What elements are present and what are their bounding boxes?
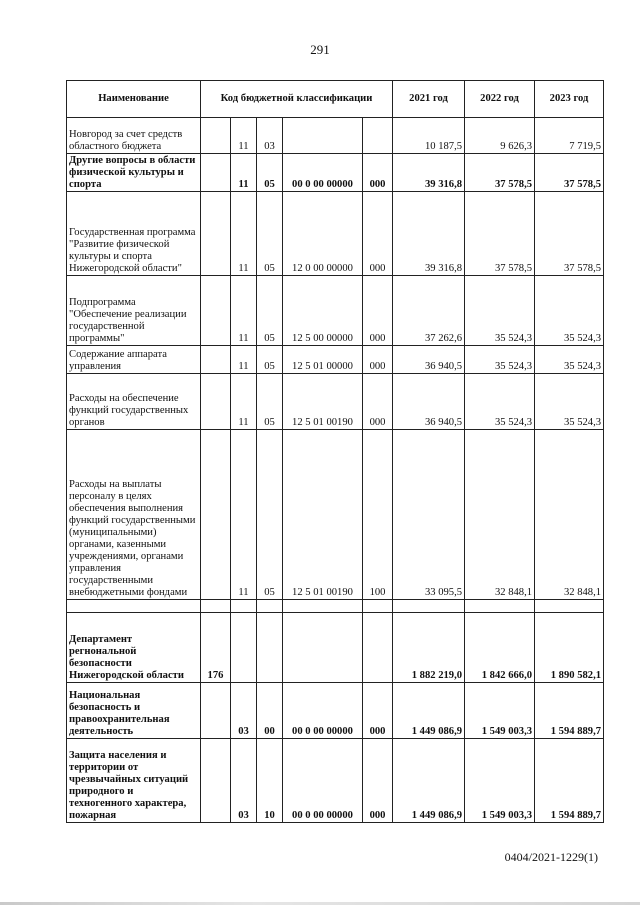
value-2023: 35 524,3: [535, 346, 604, 374]
spacer-cell: [201, 600, 231, 613]
page-number: 291: [310, 42, 330, 57]
value-2021: 37 262,6: [393, 276, 465, 346]
table-row: [67, 118, 604, 154]
expense-type-code: 000: [363, 346, 393, 374]
org-code: [201, 276, 231, 346]
section-code: [231, 613, 257, 683]
table-header-row: [67, 81, 604, 118]
org-code: [201, 118, 231, 154]
expense-type-code: 000: [363, 154, 393, 192]
subsection-code: 05: [257, 276, 283, 346]
value-2022: 35 524,3: [465, 276, 535, 346]
value-2023: 1 594 889,7: [535, 683, 604, 739]
value-2022: 32 848,1: [465, 430, 535, 600]
section-code: 11: [231, 346, 257, 374]
section-code: 11: [231, 374, 257, 430]
spacer-cell: [535, 600, 604, 613]
table-row: [67, 374, 604, 430]
table-body: [67, 118, 604, 823]
target-article-code: 12 5 01 00190: [283, 374, 363, 430]
value-2021: 36 940,5: [393, 374, 465, 430]
header-2022: 2022 год: [465, 81, 535, 118]
spacer-cell: [363, 600, 393, 613]
section-code: 11: [231, 118, 257, 154]
subsection-code: 10: [257, 739, 283, 823]
org-code: [201, 346, 231, 374]
section-code: 11: [231, 276, 257, 346]
target-article-code: 00 0 00 00000: [283, 739, 363, 823]
expense-type-code: 000: [363, 374, 393, 430]
value-2022: 1 549 003,3: [465, 683, 535, 739]
subsection-code: 05: [257, 192, 283, 276]
spacer-cell: [393, 600, 465, 613]
header-name: Наименование: [67, 81, 201, 118]
subsection-code: 05: [257, 346, 283, 374]
expense-type-code: 000: [363, 683, 393, 739]
value-2022: 9 626,3: [465, 118, 535, 154]
section-code: 11: [231, 154, 257, 192]
subsection-code: 03: [257, 118, 283, 154]
value-2021: 1 449 086,9: [393, 683, 465, 739]
value-2021: 33 095,5: [393, 430, 465, 600]
section-code: 03: [231, 683, 257, 739]
subsection-code: 05: [257, 374, 283, 430]
value-2023: 37 578,5: [535, 154, 604, 192]
header-2023: 2023 год: [535, 81, 604, 118]
expense-type-code: 100: [363, 430, 393, 600]
subsection-code: 00: [257, 683, 283, 739]
section-code: 11: [231, 192, 257, 276]
row-name: Защита населения и территории от чрезвычайных ситуаций природного и техногенного характера, пожарная: [67, 739, 201, 823]
row-name: Департамент регнональной безопасности Нижегородской области: [67, 613, 201, 683]
spacer-cell: [257, 600, 283, 613]
section-code: 03: [231, 739, 257, 823]
row-name: Содержание аппарата управления: [67, 346, 201, 374]
value-2022: 37 578,5: [465, 154, 535, 192]
spacer-cell: [67, 600, 201, 613]
table-row: [67, 154, 604, 192]
value-2023: 1 890 582,1: [535, 613, 604, 683]
row-name: Подпрограмма "Обеспечение реализации государственной программы": [67, 276, 201, 346]
expense-type-code: 000: [363, 739, 393, 823]
value-2021: 39 316,8: [393, 192, 465, 276]
org-code: [201, 683, 231, 739]
expense-type-code: [363, 613, 393, 683]
target-article-code: [283, 118, 363, 154]
target-article-code: 12 5 01 00190: [283, 430, 363, 600]
org-code: 176: [201, 613, 231, 683]
spacer-cell: [465, 600, 535, 613]
value-2023: 32 848,1: [535, 430, 604, 600]
value-2021: 10 187,5: [393, 118, 465, 154]
header-code: Код бюджетной классификации: [201, 81, 393, 118]
expense-type-code: [363, 118, 393, 154]
budget-table: [66, 80, 604, 823]
row-name: Национальная безопасность и правоохранительная деятельность: [67, 683, 201, 739]
target-article-code: 12 5 01 00000: [283, 346, 363, 374]
row-name: Государственная программа "Развитие физической культуры и спорта Нижегородской области": [67, 192, 201, 276]
value-2021: 1 449 086,9: [393, 739, 465, 823]
spacer-cell: [231, 600, 257, 613]
value-2021: 1 882 219,0: [393, 613, 465, 683]
table-row: [67, 346, 604, 374]
value-2023: 1 594 889,7: [535, 739, 604, 823]
org-code: [201, 192, 231, 276]
row-name: Расходы на выплаты персоналу в целях обеспечения выполнения функций государственными (муниципальными) органами, казенными учреждениями, органами управления государственными внебюджетными фондами: [67, 430, 201, 600]
table-row: [67, 430, 604, 600]
value-2022: 37 578,5: [465, 192, 535, 276]
value-2023: 37 578,5: [535, 192, 604, 276]
table-row: [67, 192, 604, 276]
value-2022: 35 524,3: [465, 374, 535, 430]
subsection-code: 05: [257, 430, 283, 600]
document-id: 0404/2021-1229(1): [504, 850, 598, 864]
expense-type-code: 000: [363, 276, 393, 346]
header-2021: 2021 год: [393, 81, 465, 118]
row-name: Новгород за счет средств областного бюджета: [67, 118, 201, 154]
target-article-code: 00 0 00 00000: [283, 683, 363, 739]
table-row: [67, 739, 604, 823]
subsection-code: 05: [257, 154, 283, 192]
value-2021: 39 316,8: [393, 154, 465, 192]
row-name: Другие вопросы в области физической культуры и спорта: [67, 154, 201, 192]
org-code: [201, 430, 231, 600]
table-row: [67, 613, 604, 683]
value-2022: 1 549 003,3: [465, 739, 535, 823]
org-code: [201, 154, 231, 192]
org-code: [201, 374, 231, 430]
value-2023: 7 719,5: [535, 118, 604, 154]
section-code: 11: [231, 430, 257, 600]
value-2023: 35 524,3: [535, 374, 604, 430]
value-2023: 35 524,3: [535, 276, 604, 346]
expense-type-code: 000: [363, 192, 393, 276]
target-article-code: 00 0 00 00000: [283, 154, 363, 192]
target-article-code: 12 0 00 00000: [283, 192, 363, 276]
subsection-code: [257, 613, 283, 683]
value-2022: 1 842 666,0: [465, 613, 535, 683]
value-2022: 35 524,3: [465, 346, 535, 374]
target-article-code: [283, 613, 363, 683]
spacer-row: [67, 600, 604, 613]
table-row: [67, 276, 604, 346]
target-article-code: 12 5 00 00000: [283, 276, 363, 346]
row-name: Расходы на обеспечение функций государственных органов: [67, 374, 201, 430]
value-2021: 36 940,5: [393, 346, 465, 374]
org-code: [201, 739, 231, 823]
table-row: [67, 683, 604, 739]
spacer-cell: [283, 600, 363, 613]
